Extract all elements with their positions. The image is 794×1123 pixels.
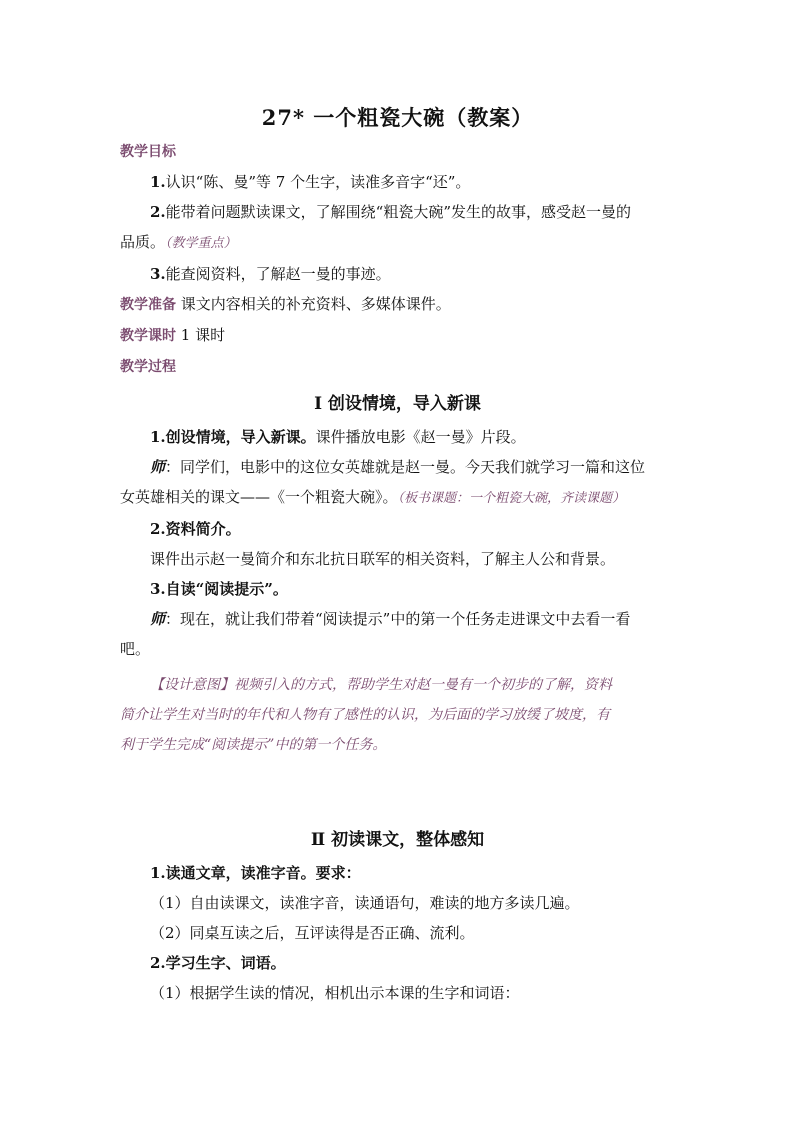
- teacher-speech-cont: 吧。: [120, 640, 151, 658]
- prep-label: 教学准备: [120, 297, 176, 313]
- goal-text: 能带着问题默读课文，了解围绕“粗瓷大碗”发生的故事，感受赵一曼的: [165, 203, 632, 221]
- goals-section: [120, 136, 675, 167]
- step-title: 2.资料简介。: [150, 520, 241, 538]
- goals-label: 教学目标: [120, 144, 176, 160]
- s1-step-3: [120, 574, 675, 604]
- s2-req-1: [120, 888, 675, 918]
- goal-text: 认识“陈、曼”等 7 个生字，读准多音字“还”。: [165, 173, 471, 191]
- requirement-text: （1）自由读课文，读准字音，读通语句，难读的地方多读几遍。: [150, 894, 580, 912]
- design-line-1: 【设计意图】视频引入的方式，帮助学生对赵一曼有一个初步的了解，资料: [150, 677, 612, 693]
- section-1-heading: Ⅰ 创设情境，导入新课: [314, 394, 481, 414]
- requirement-text: （2）同桌互读之后，互评读得是否正确、流利。: [150, 924, 475, 942]
- prep-text: 课文内容相关的补充资料、多媒体课件。: [176, 295, 451, 313]
- step-title: 1.读通文章，读准字音。要求：: [150, 864, 361, 882]
- step-title: 1.创设情境，导入新课。: [150, 428, 316, 446]
- s1-step-2-text: [120, 544, 675, 574]
- step-title: 2.学习生字、词语。: [150, 954, 286, 972]
- step-title: 3.自读“阅读提示”。: [150, 580, 288, 598]
- s2-sub-1: [120, 978, 675, 1008]
- step-text: 课件出示赵一曼简介和东北抗日联军的相关资料，了解主人公和背景。: [150, 550, 616, 568]
- s2-step-1: [120, 858, 675, 888]
- lesson-plan-page: [120, 96, 675, 1008]
- design-line-3: 利于学生完成“阅读提示”中的第一个任务。: [120, 737, 387, 753]
- blackboard-note: （板书课题：一个粗瓷大碗，齐读课题）: [397, 491, 626, 506]
- goal-text-cont: 品质。: [120, 233, 166, 251]
- process-label: 教学过程: [120, 359, 176, 375]
- design-line-2: 简介让学生对当时的年代和人物有了感性的认识，为后面的学习放缓了坡度，有: [120, 707, 610, 723]
- goal-item-2-cont: [120, 227, 675, 259]
- goal-number: 1.: [150, 173, 166, 191]
- goal-number: 3.: [150, 265, 166, 283]
- hours-row: [120, 320, 675, 351]
- step-text: 课件播放电影《赵一曼》片段。: [315, 428, 526, 446]
- goal-text: 能查阅资料，了解赵一曼的事迹。: [165, 265, 391, 283]
- prep-row: [120, 289, 675, 320]
- spacer: [120, 760, 675, 818]
- teacher-speech-cont: 女英雄相关的课文——《一个粗瓷大碗》。: [120, 488, 398, 506]
- hours-text: 1 课时: [176, 326, 226, 344]
- goal-item-3: [120, 259, 675, 289]
- page-title: 27* 一个粗瓷大碗（教案）: [261, 105, 534, 130]
- teacher-tag: 师: [150, 610, 166, 628]
- process-row: [120, 351, 675, 382]
- teacher-speech: ：同学们，电影中的这位女英雄就是赵一曼。今天我们就学习一篇和这位: [165, 458, 646, 476]
- s1-step-2: [120, 514, 675, 544]
- s2-step-2: [120, 948, 675, 978]
- s1-teacher-1: [120, 452, 675, 482]
- sub-step-text: （1）根据学生读的情况，相机出示本课的生字和词语：: [150, 984, 520, 1002]
- goal-number: 2.: [150, 203, 166, 221]
- hours-label: 教学课时: [120, 328, 176, 344]
- design-intent: [120, 670, 675, 760]
- s1-teacher-2: [120, 604, 675, 634]
- teacher-speech: ：现在，就让我们带着“阅读提示”中的第一个任务走进课文中去看一看: [165, 610, 631, 628]
- s2-req-2: [120, 918, 675, 948]
- teacher-tag: 师: [150, 458, 166, 476]
- goal-item-1: [120, 167, 675, 197]
- s1-step-1: [120, 422, 675, 452]
- section-2-heading: Ⅱ 初读课文，整体感知: [310, 830, 485, 850]
- goal-item-2: [120, 197, 675, 227]
- s1-teacher-1-cont: [120, 482, 675, 514]
- s1-teacher-2-cont: [120, 634, 675, 664]
- key-point-note: （教学重点）: [165, 236, 237, 251]
